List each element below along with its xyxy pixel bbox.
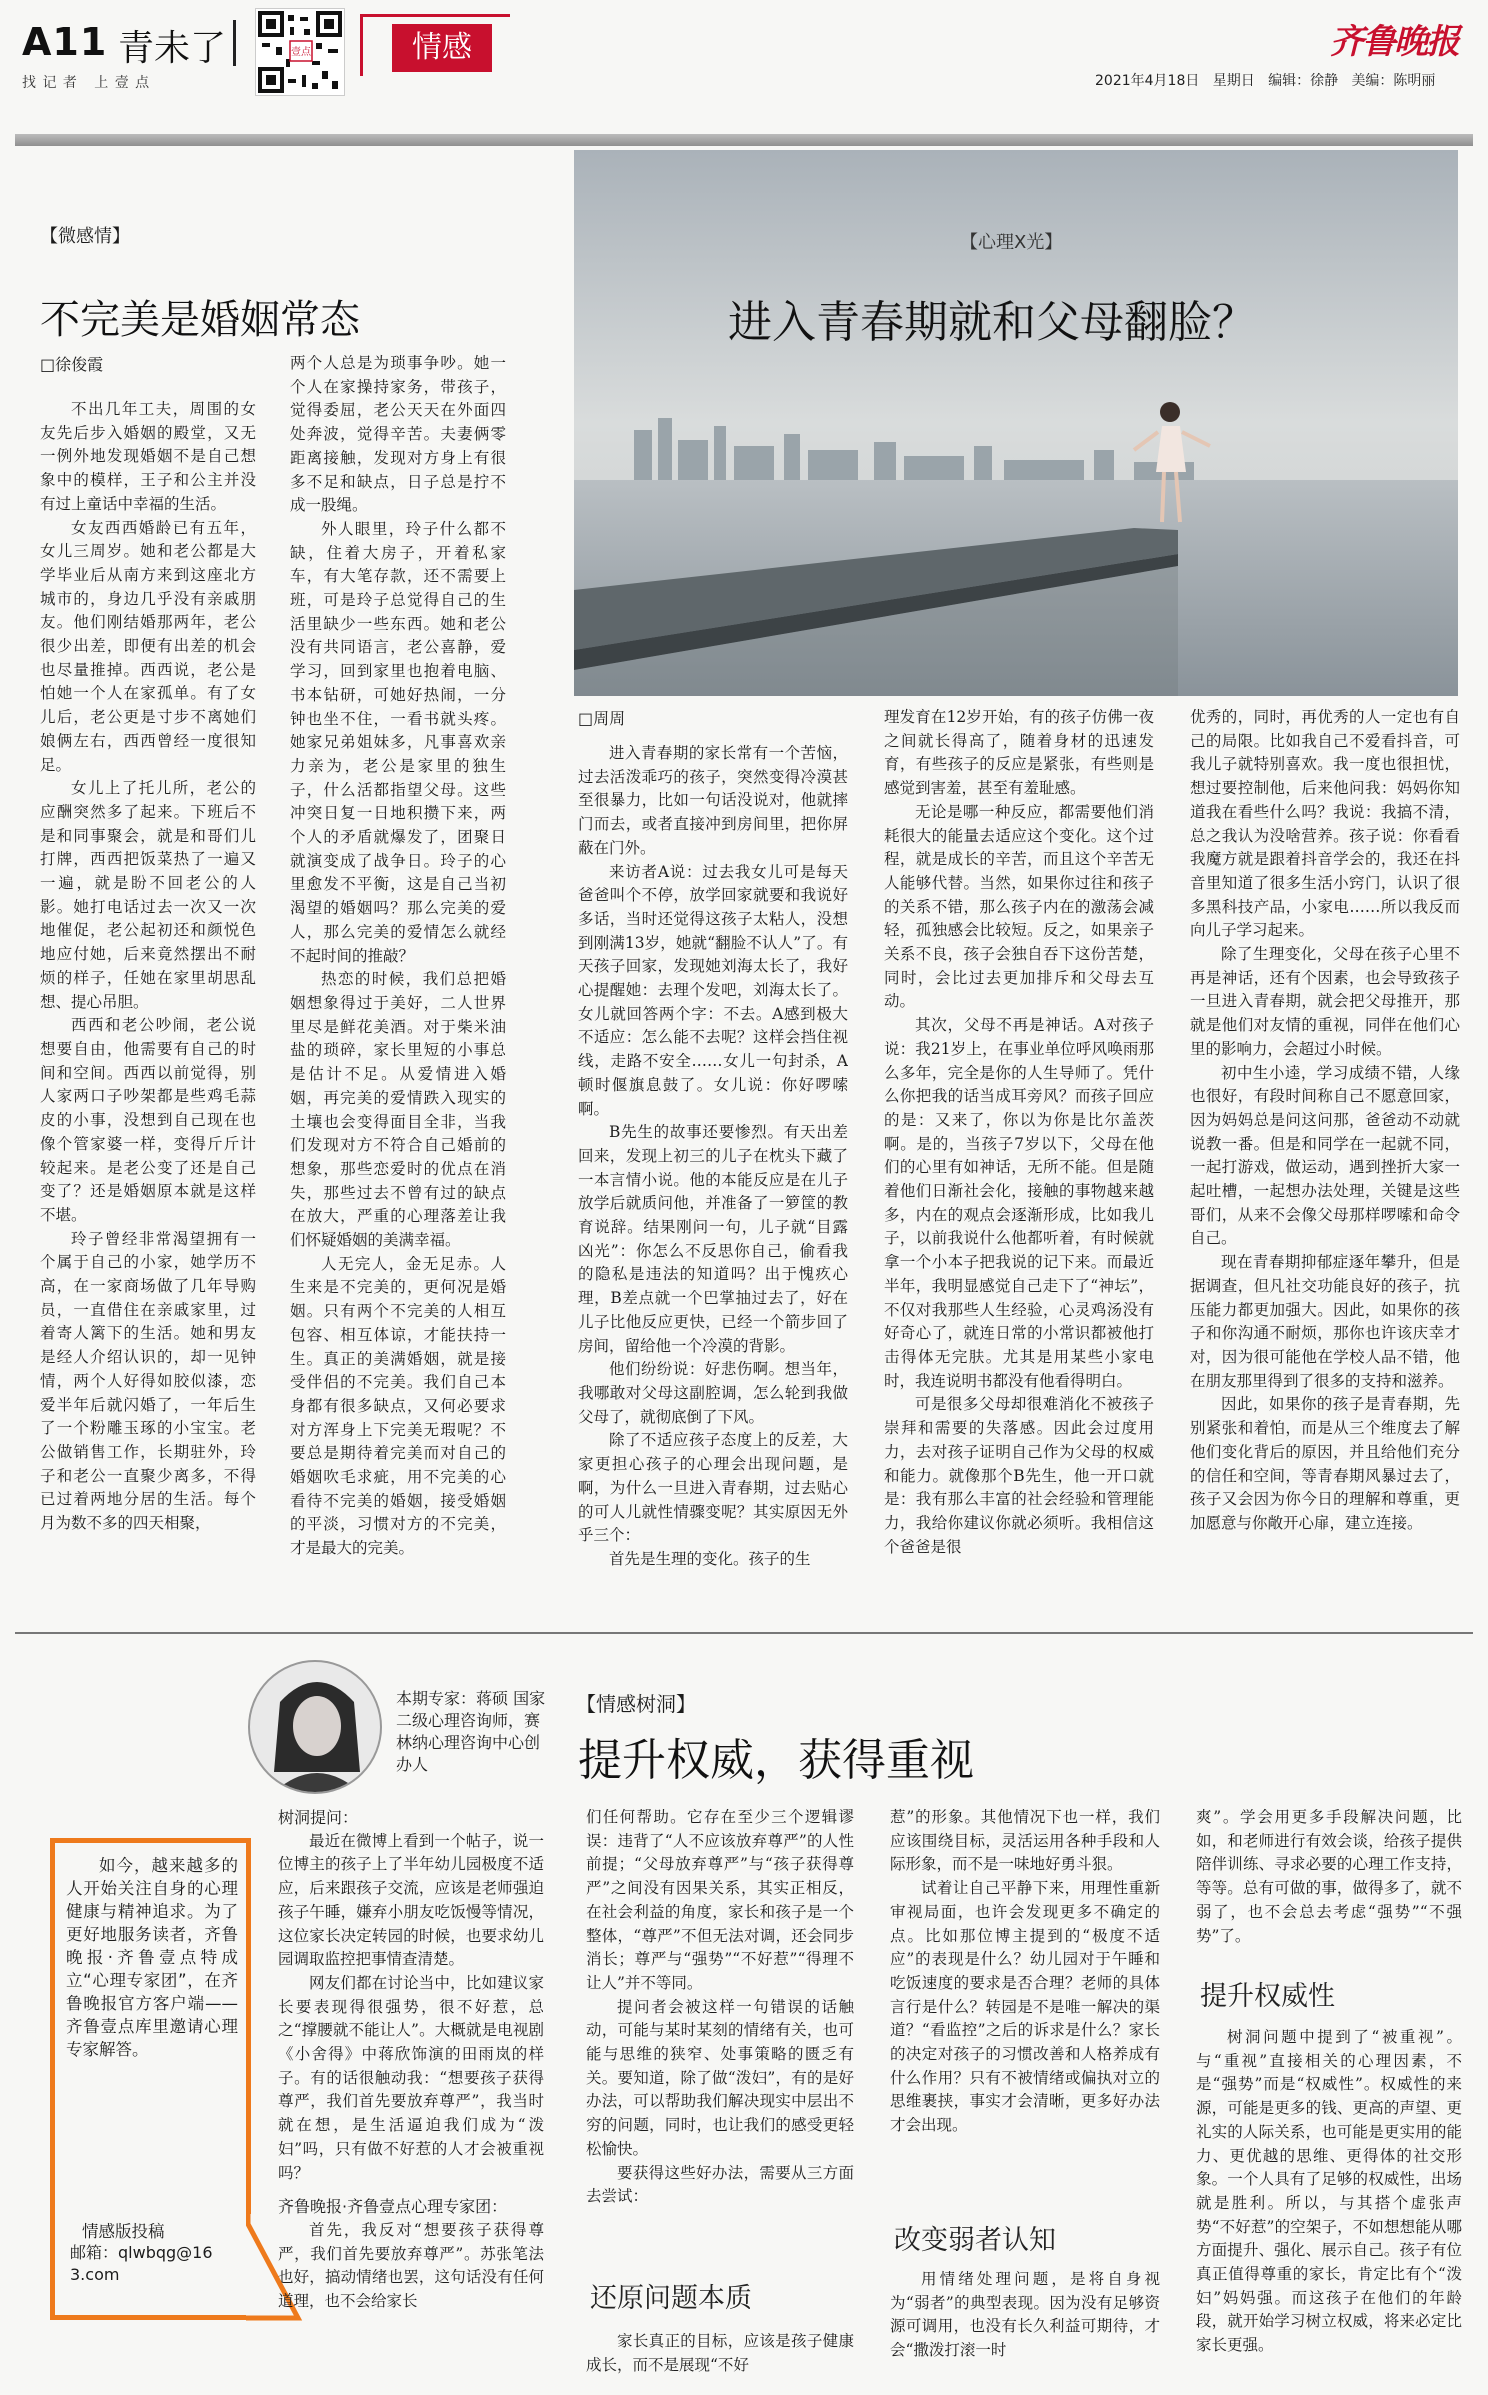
article1-paragraph: 女儿上了托儿所，老公的应酬突然多了起来。下班后不是和同事聚会，就是和哥们儿打牌，西西把饭菜热了一遍又一遍，就是盼不回老公的人影。她打电话过去一次又一次地催促，老公起初还和颜悦色地应付她，后来竟然摆出不耐烦的样子，任她在家里胡思乱想、提心吊胆。: [40, 779, 256, 1011]
article3-title: 提升权威，获得重视: [578, 1735, 974, 1786]
article3-subhead-1: 还原问题本质: [590, 2283, 752, 2314]
article3-paragraph: 网友们都在讨论当中，比如建议家长要表现得很强势，很不好惹，总之“撑腰就不能让人”。大概就是电视剧《小舍得》中蒋欣饰演的田雨岚的样子。有的话很触动我：“想要孩子获得尊严，我们首先要放弃尊严”，我当时就在想，是生活逼迫我们成为“泼妇”吗，只有做不好惹的人才会被重视吗？: [278, 1973, 544, 2182]
article3-column-2b: [586, 2330, 854, 2386]
article3-subhead-2: 改变弱者认知: [894, 2225, 1056, 2256]
article1-paragraph: 两个人总是为琐事争吵。她一个人在家操持家务，带孩子，觉得委屈，老公天天在外面四处奔波，觉得辛苦。夫妻俩零距离接触，发现对方身上有很多不足和缺点，日子总是拧不成一股绳。: [290, 354, 506, 515]
expert-intro: 本期专家：蒋硕 国家二级心理咨询师，赛林纳心理咨询中心创办人: [396, 1689, 546, 1774]
article3-question-head: 树洞提问：: [278, 1808, 359, 1827]
article3-column-4: [1196, 1806, 1462, 1966]
article1-paragraph: 人无完人，金无足赤。人生来是不完美的，更何况是婚姻。只有两个不完美的人相互包容、相互体谅，才能扶持一生。真正的美满婚姻，就是接受伴侣的不完美。我们自己本身都有很多缺点，又何必要求对方浑身上下完美无瑕呢？不要总是期待着完美而对自己的婚姻吹毛求疵，用不完美的心看待不完美的婚姻，接受婚姻的平淡，习惯对方的不完美，才是最大的完美。: [290, 1254, 506, 1558]
article3-subhead-3: 提升权威性: [1200, 1981, 1335, 2012]
article2-paragraph: 优秀的，同时，再优秀的人一定也有自己的局限。比如我自己不爱看抖音，可我儿子就特别喜欢。我一度也很担忧，想过要控制他，后来他问我：妈妈你知道我在看些什么吗？我说：我搞不清，总之我认为没啥营养。孩子说：你看看我魔方就是跟着抖音学会的，我还在抖音里知道了很多生活小窍门，认识了很多黑科技产品，小家电……所以我反而向儿子学习起来。: [1190, 708, 1460, 940]
article1-paragraph: 西西和老公吵闹，老公说想要自由，他需要有自己的时间和空间。西西以前觉得，别人家两口子吵架都是些鸡毛蒜皮的小事，没想到自己现在也像个管家婆一样，变得斤斤计较起来。是老公变了还是自己变了？还是婚姻原本就是这样不堪。: [40, 1016, 256, 1224]
article3-paragraph: 爽”。学会用更多手段解决问题，比如，和老师进行有效会谈，给孩子提供陪伴训练、寻求必要的心理工作支持，等等。总有可做的事，做得多了，就不弱了，也不会总去考虑“强势”“不强势”了。: [1196, 1808, 1462, 1945]
article1-tag: 【微感情】: [40, 226, 130, 247]
qr-code[interactable]: [255, 8, 345, 96]
article2-paragraph: 除了生理变化，父母在孩子心里不再是神话，还有个因素，也会导致孩子一旦进入青春期，就会把父母推开，那就是他们对友情的重视，同伴在他们心里的影响力，会超过小时候。: [1190, 945, 1460, 1058]
section-divider: [15, 1632, 1473, 1634]
page-number: A11: [22, 20, 108, 64]
article1-paragraph: 热恋的时候，我们总把婚姻想象得过于美好，二人世界里尽是鲜花美酒。对于柴米油盐的琐碎，家长里短的小事总是估计不足。从爱情进入婚姻，再完美的爱情跌入现实的土壤也会变得面目全非，当我们发现对方不符合自己婚前的想象，那些恋爱时的优点在消失，那些过去不曾有过的缺点在放大，严重的心理落差让我们怀疑婚姻的美满幸福。: [290, 970, 506, 1250]
article2-paragraph: 无论是哪一种反应，都需要他们消耗很大的能量去适应这个变化。这个过程，就是成长的辛苦，而且这个辛苦无人能够代替。当然，如果你过往和孩子的关系不错，那么孩子内在的激荡会减轻，孤独感会比较短。反之，如果亲子关系不良，孩子会独自吞下这份苦楚，同时，会比过去更加排斥和父母去互动。: [884, 802, 1154, 1011]
article2-paragraph: B先生的故事还要惨烈。有天出差回来，发现上初三的儿子在枕头下藏了一本言情小说。他的本能反应是在儿子放学后就质问他，并准备了一箩筐的教育说辞。结果刚问一句，儿子就“目露凶光”：你怎么不反思你自己，偷看我的隐私是违法的知道吗？出于愧疚心理，B差点就一个巴掌抽过去了，好在儿子比他反应更快，已经一个箭步回了房间，留给他一个冷漠的背影。: [578, 1123, 848, 1355]
article3-paragraph: 试着让自己平静下来，用理性重新审视局面，也许会发现更多不确定的点。比如那位博主提到的“极度不适应”的表现是什么？幼儿园对于午睡和吃饭速度的要求是否合理？老师的具体言行是什么？转园是不是唯一解决的渠道？“看监控”之后的诉求是什么？家长的决定对孩子的习惯改善和人格养成有什么作用？只有不被情绪或偏执对立的思维裹挟，事实才会清晰，更多好办法才会出现。: [890, 1879, 1160, 2135]
article3-paragraph: 树洞问题中提到了“被重视”。与“重视”直接相关的心理因素，不是“强势”而是“权威性”。权威性的来源，可能是更多的钱、更高的声望、更礼实的人际关系，也可能是更实用的能力、更优越的思维、更得体的社交形象。一个人具有了足够的权威性，出场就是胜利。所以，与其搭个虚张声势“不好惹”的空架子，不如想想能从哪方面提升、强化、展示自己。孩子有位真正值得尊重的家长，肯定比有个“泼妇”妈妈强。而这孩子在他们的年龄段，就开始学习树立权威，将来必定比家长更强。: [1196, 2028, 1462, 2355]
article3-paragraph: 们任何帮助。它存在至少三个逻辑谬误：违背了“人不应该放弃尊严”的人性前提；“父母放弃尊严”与“孩子获得尊严”之间没有因果关系，其实正相反，在社会利益的角度，家长和孩子是一个整体，“尊严”不但无法对调，还会同步消长；尊严与“强势”“不好惹”“得理不让人”并不等同。: [586, 1808, 854, 1992]
article1-paragraph: 不出几年工夫，周围的女友先后步入婚姻的殿堂，又无一例外地发现婚姻不是自己想象中的模样，王子和公主并没有过上童话中幸福的生活。: [40, 400, 256, 513]
paper-logo: 齐鲁晚报: [1330, 22, 1458, 62]
article2-paragraph: 进入青春期的家长常有一个苦恼，过去活泼乖巧的孩子，突然变得冷漠甚至很暴力，比如一句话没说对，他就摔门而去，或者直接冲到房间里，把你屏蔽在门外。: [578, 744, 848, 857]
issue-date: 2021年4月18日: [1095, 73, 1200, 89]
notice-signoff: 情感版投稿: [82, 2222, 165, 2241]
article2-paragraph: 其次，父母不再是神话。A对孩子说：我21岁上，在事业单位呼风唤雨那么多年，完全是你的人生导师了。凭什么你把我的话当成耳旁风？而孩子回应的是：又来了，你以为你是比尔盖茨啊。是的，当孩子7岁以下，父母在他们的心里有如神话，无所不能。但是随着他们日渐社会化，接触的事物越来越多，内在的观点会逐渐形成，比如我儿子，以前我说什么他都听着，有时候就拿一个小本子把我说的记下来。而最近半年，我明显感觉自己走下了“神坛”，不仅对我那些人生经验，心灵鸡汤没有好奇心了，就连日常的小常识都被他打击得体无完肤。尤其是用某些小家电时，我连说明书都没有他看得明白。: [884, 1016, 1154, 1390]
article3-paragraph: 最近在微博上看到一个帖子，说一位博主的孩子上了半年幼儿园极度不适应，后来跟孩子交流，应该是老师强迫孩子午睡，嫌弃小朋友吃饭慢等情况，这位家长决定转园的时候，也要求幼儿园调取监控把事情查清楚。: [278, 1831, 544, 1969]
issue-info: [1095, 70, 1435, 90]
notice-body: 如今，越来越多的人开始关注自身的心理健康与精神追求。为了更好地服务读者，齐鲁晚报·齐鲁壹点特成立“心理专家团”，在齐鲁晚报官方客户端——齐鲁壹点库里邀请心理专家解答。: [66, 1856, 238, 2059]
header-slogan: 找 记 者 上 壹 点: [22, 75, 151, 91]
article2-author: □周周: [578, 709, 626, 728]
article1-paragraph: 女友西西婚龄已有五年，女儿三周岁。她和老公都是大学毕业后从南方来到这座北方城市的，身边几乎没有亲戚朋友。他们刚结婚那两年，老公很少出差，即便有出差的机会也尽量推掉。西西说，老公是怕她一个人在家孤单。有了女儿后，老公更是寸步不离她们娘俩左右，西西曾经一度很知足。: [40, 518, 256, 774]
issue-designer: 美编：陈明丽: [1351, 73, 1436, 89]
article3-paragraph: 用情绪处理问题，是将自身视为“弱者”的典型表现。因为没有足够资源可调用，也没有长久利益可期待，才会“撒泼打滚一时: [890, 2270, 1160, 2360]
article2-paragraph: 来访者A说：过去我女儿可是每天爸爸叫个不停，放学回家就要和我说好多话，当时还觉得这孩子太粘人，没想到刚满13岁，她就“翻脸不认人”了。有天孩子回家，发现她刘海太长了，我好心提醒她：去理个发吧，刘海太长了。女儿就回答两个字：不去。A感到极大不适应：怎么能不去呢？这样会挡住视线，走路不安全……女儿一句封杀，A顿时偃旗息鼓了。女儿说：你好啰嗦啊。: [578, 862, 848, 1118]
section-name: 青未了: [118, 28, 227, 69]
notice-email[interactable]: 邮箱：qlwbqg@163.com: [70, 2243, 213, 2284]
header-vertical-divider: [233, 20, 236, 66]
issue-weekday: 星期日: [1212, 73, 1255, 89]
article2-paragraph: 除了不适应孩子态度上的反差，大家更担心孩子的心理会出现问题，是啊，为什么一旦进入青春期，过去贴心的可人儿就性情骤变呢？其实原因无外乎三个：: [578, 1431, 848, 1545]
article3-column-1: [278, 1806, 544, 2386]
article3-paragraph: 惹”的形象。其他情况下也一样，我们应该围绕目标，灵活运用各种手段和人际形象，而不是一味地好勇斗狠。: [890, 1808, 1160, 1874]
article2-paragraph: 首先是生理的变化。孩子的生: [609, 1549, 811, 1568]
article3-column-4b: [1196, 2026, 1462, 2386]
qr-center-label: 壹点: [291, 47, 311, 58]
column-tag: 情感: [392, 24, 492, 72]
article2-title: 进入青春期就和父母翻脸？: [728, 297, 1256, 348]
article3-paragraph: 提问者会被这样一句错误的话触动，可能与某时某刻的情绪有关，也可能与思维的狭窄、处事策略的匮乏有关。要知道，除了做“泼妇”，有的是好办法，可以帮助我们解决现实中层出不穷的问题，同时，也让我们的感受更轻松愉快。: [586, 1997, 854, 2158]
notice-box-right-upper: [246, 1838, 251, 2214]
expert-portrait: [248, 1660, 382, 1794]
article2-paragraph: 因此，如果你的孩子是青春期，先别紧张和着怕，而是从三个维度去了解他们变化背后的原因，并且给他们充分的信任和空间，等青春期风暴过去了，孩子又会因为你今日的理解和尊重，更加愿意与你敞开心扉，建立连接。: [1190, 1395, 1460, 1532]
article2-paragraph: 他们纷纷说：好悲伤啊。想当年，我哪敢对父母这副腔调，怎么轮到我做父母了，就彻底倒了下风。: [578, 1360, 848, 1426]
article2-column-3: [1190, 706, 1460, 1608]
article2-column-2: [884, 706, 1154, 1608]
article2-paragraph: 理发育在12岁开始，有的孩子仿佛一夜之间就长得高了，随着身材的迅速发育，有些孩子的反应是紧张，有些则是感觉到害羞，甚至有羞耻感。: [884, 708, 1154, 798]
article2-paragraph: 可是很多父母却很难消化不被孩子崇拜和需要的失落感。因此会过度用力，去对孩子证明自己作为父母的权威和能力。就像那个B先生，他一开口就是：我有那么丰富的社会经验和管理能力，我给你建议你就必须听。我相信这个爸爸是很: [884, 1395, 1154, 1556]
notice-text: [66, 1854, 238, 2061]
article3-column-2: [586, 1806, 854, 2276]
issue-editor: 编辑：徐静: [1268, 73, 1339, 89]
article3-paragraph: 要获得这些好办法，需要从三方面去尝试：: [586, 2163, 854, 2206]
article1-column-2: [290, 352, 506, 1608]
article2-paragraph: 现在青春期抑郁症逐年攀升，但是据调查，但凡社交功能良好的孩子，抗压能力都更加强大。因此，如果你的孩子和你沟通不耐烦，那你也许该庆幸才对，因为很可能他在学校人品不错，他在朋友那里得到了很多的支持和滋养。: [1190, 1253, 1460, 1390]
article1-paragraph: 外人眼里，玲子什么都不缺，住着大房子，开着私家车，有大笔存款，还不需要上班，可是玲子总觉得自己的生活里缺少一些东西。她和老公没有共同语言，老公喜静，爱学习，回到家里也抱着电脑、书本钻研，可她好热闹，一分钟也坐不住，一看书就头疼。她家兄弟姐妹多，凡事喜欢亲力亲为，老公是家里的独生子，什么活都指望父母。这些冲突日复一日地积攒下来，两个人的矛盾就爆发了，团聚日就演变成了战争日。玲子的心里愈发不平衡，这是自己当初渴望的婚姻吗？那么完美的爱人，那么完美的爱情怎么就经不起时间的推敲？: [290, 519, 506, 965]
article3-paragraph: 家长真正的目标，应该是孩子健康成长，而不是展现“不好: [586, 2332, 854, 2374]
article3-answer-head: 齐鲁晚报·齐鲁壹点心理专家团：: [278, 2197, 508, 2217]
article3-column-3: [890, 1806, 1160, 2206]
article3-tag: 【情感树洞】: [576, 1692, 696, 1716]
header-band: [15, 134, 1473, 146]
article2-column-1: [578, 742, 848, 1608]
article1-paragraph: 玲子曾经非常渴望拥有一个属于自己的小家，她学历不高，在一家商场做了几年导购员，一直借住在亲戚家里，过着寄人篱下的生活。她和男友是经人介绍认识的，却一见钟情，两个人好得如胶似漆，恋爱半年后就闪婚了，一年后生了一个粉雕玉琢的小宝宝。老公做销售工作，长期驻外，玲子和老公一直聚少离多，不得已过着两地分居的生活。每个月为数不多的四天相聚，: [40, 1229, 256, 1533]
article3-paragraph: 首先，我反对“想要孩子获得尊严，我们首先要放弃尊严”。苏张笔法也好，搞动情绪也罢，这句话没有任何道理，也不会给家长: [278, 2220, 544, 2311]
article1-column-1: [40, 398, 256, 1608]
article2-paragraph: 初中生小逵，学习成绩不错，人缘也很好，有段时间称自己不愿意回家，因为妈妈总是问这问那，爸爸动不动就说教一番。但是和同学在一起就不同，一起打游戏，做运动，遇到挫折大家一起吐槽，一起想办法处理，关键是这些哥们，从来不会像父母那样啰嗦和命令自己。: [1190, 1063, 1460, 1248]
article2-tag: 【心理X光】: [960, 232, 1063, 253]
article1-author: □徐俊霞: [40, 355, 104, 374]
article3-column-3b: [890, 2268, 1160, 2386]
article1-title: 不完美是婚姻常态: [40, 297, 360, 343]
